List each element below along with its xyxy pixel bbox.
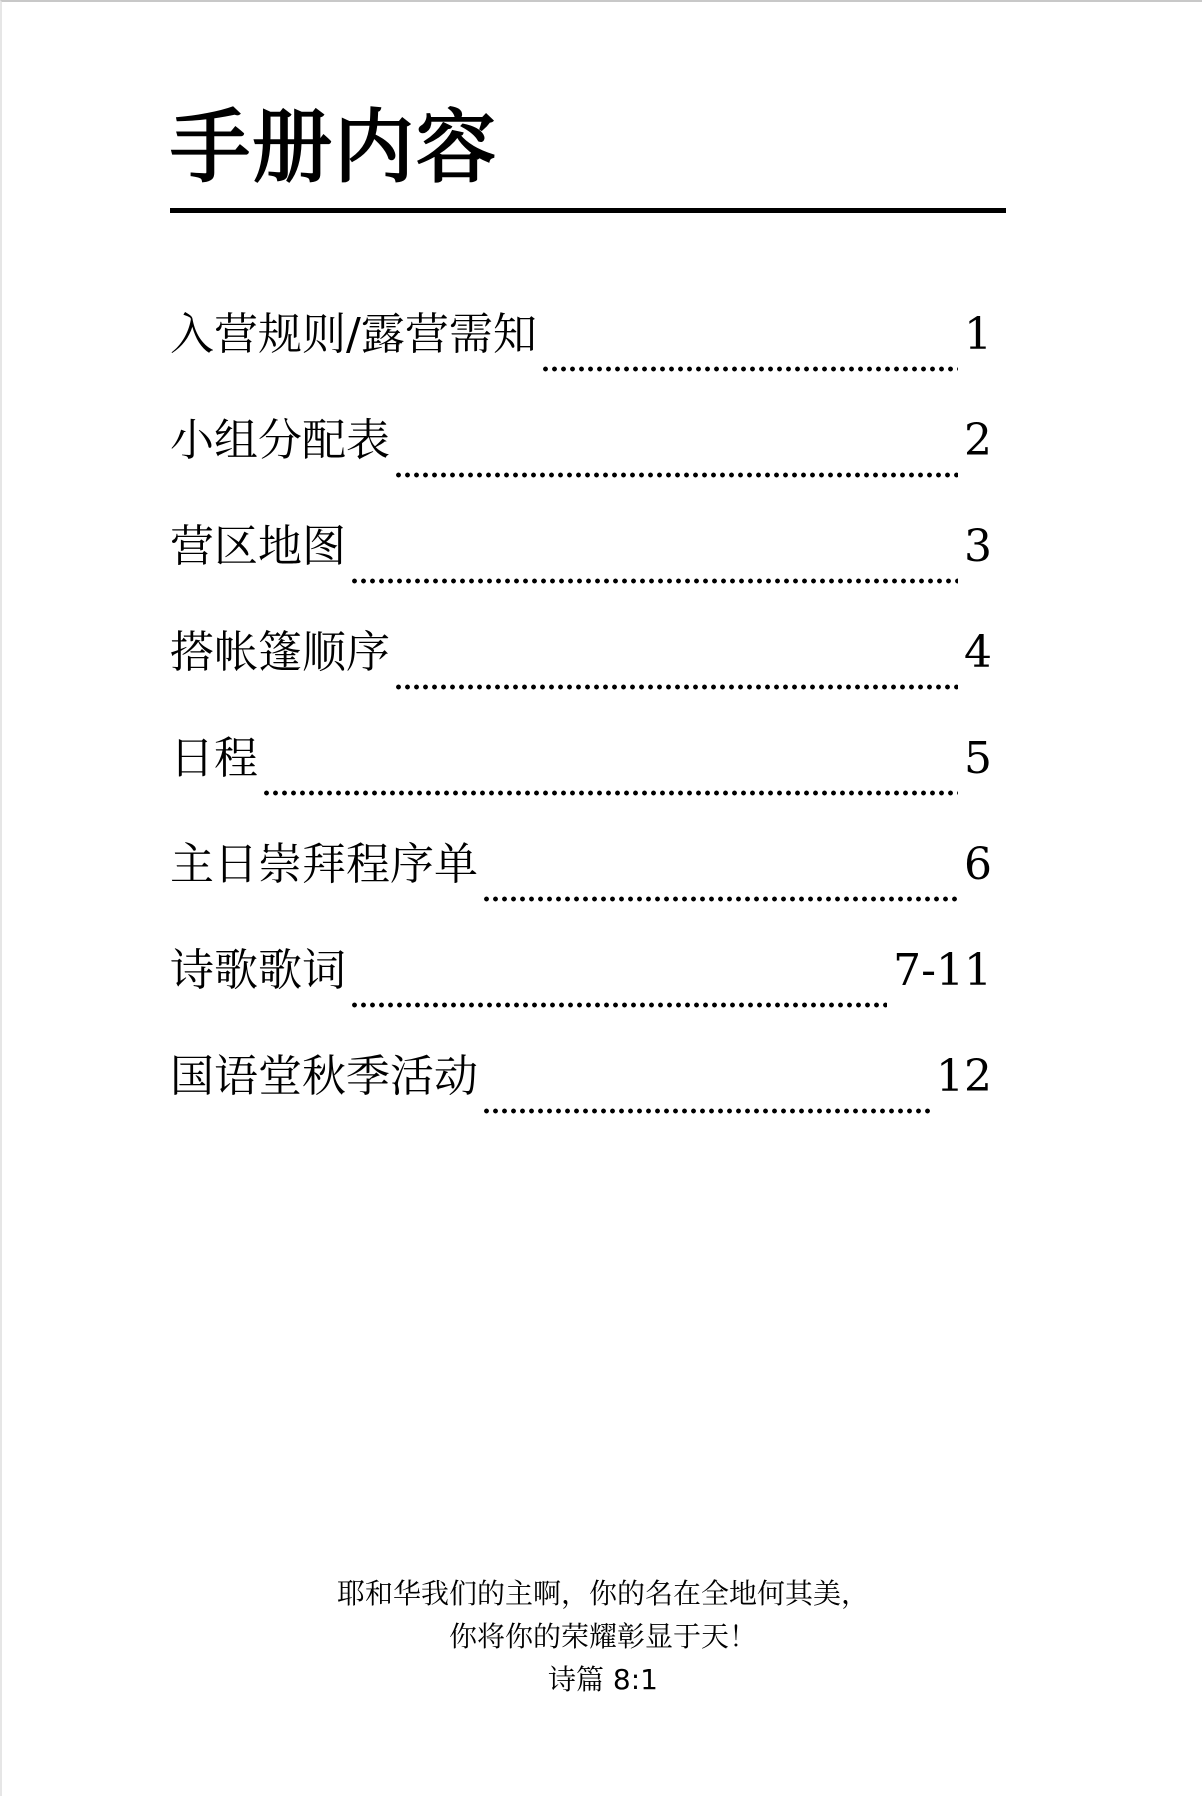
toc-entry-map[interactable]: [170, 514, 992, 620]
dot-leader: [394, 684, 958, 690]
toc-entry-page: 12: [936, 1051, 992, 1102]
title-underline: [170, 208, 1006, 213]
toc-entry-rules[interactable]: [170, 302, 992, 408]
toc-entry-tent-order[interactable]: [170, 620, 992, 726]
dot-leader: [541, 366, 958, 372]
toc-entry-page: 7-11: [893, 945, 992, 996]
dot-leader: [482, 896, 958, 902]
dot-leader: [482, 1108, 930, 1114]
page-title: 手册内容: [170, 101, 498, 194]
verse-reference: 诗篇 8:1: [548, 1663, 658, 1696]
toc-entry-page: 6: [964, 839, 992, 890]
verse-line-2: 你将你的荣耀彰显于天！: [448, 1620, 757, 1653]
toc-entry-page: 4: [964, 627, 992, 678]
toc-entry-label: 入营规则/露营需知: [170, 309, 537, 360]
verse-line-1: 耶和华我们的主啊，你的名在全地何其美，: [336, 1577, 869, 1610]
dot-leader: [394, 472, 958, 478]
toc-entry-schedule[interactable]: [170, 726, 992, 832]
toc-entry-label: 搭帐篷顺序: [170, 627, 390, 678]
toc-entry-label: 小组分配表: [170, 415, 390, 466]
scripture-verse: [2, 1572, 1202, 1701]
toc-entry-label: 国语堂秋季活动: [170, 1051, 478, 1102]
toc-entry-label: 诗歌歌词: [170, 945, 346, 996]
toc-entry-page: 2: [964, 415, 992, 466]
toc-entry-label: 日程: [170, 733, 258, 784]
toc-entry-groups[interactable]: [170, 408, 992, 514]
toc-entry-label: 主日崇拜程序单: [170, 839, 478, 890]
toc-entry-page: 5: [964, 733, 992, 784]
toc-entry-label: 营区地图: [170, 521, 346, 572]
dot-leader: [350, 1002, 887, 1008]
toc-entry-worship-program[interactable]: [170, 832, 992, 938]
toc-entry-lyrics[interactable]: [170, 938, 992, 1044]
dot-leader: [262, 790, 958, 796]
toc-entry-page: 3: [964, 521, 992, 572]
toc-entry-fall-activities[interactable]: [170, 1044, 992, 1150]
toc-entry-page: 1: [964, 309, 992, 360]
table-of-contents: [170, 302, 992, 1150]
dot-leader: [350, 578, 958, 584]
